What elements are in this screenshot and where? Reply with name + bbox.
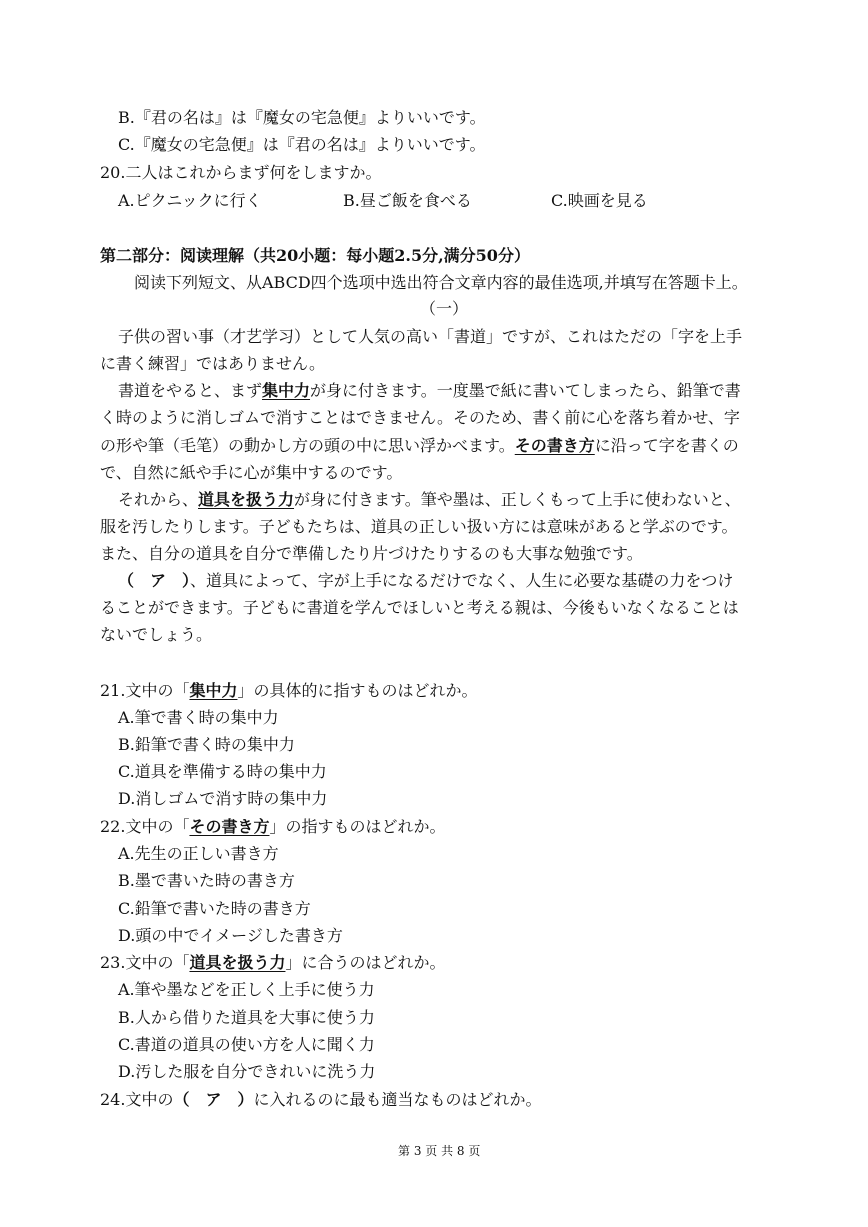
q24-stem-text: に入れるのに最も適当なものはどれか。 bbox=[253, 1090, 542, 1109]
q22-option-d: D.頭の中でイメージした書き方 bbox=[118, 926, 343, 945]
section-instruction: 阅读下列短文、从ABCD四个选项中选出符合文章内容的最佳选项,并填写在答题卡上。 bbox=[134, 273, 748, 292]
q23-stem-text: 」に合うのはどれか。 bbox=[285, 953, 446, 972]
passage-line: く時のように消しゴムで消すことはできません。そのため、書く前に心を落ち着かせ、字 bbox=[100, 408, 740, 427]
passage-line: また、自分の道具を自分で準備したり片づけたりするのも大事な勉強です。 bbox=[100, 544, 643, 563]
q21-option-c: C.道具を準備する時の集中力 bbox=[118, 762, 327, 781]
q21-stem-text: 21.文中の「 bbox=[100, 681, 190, 700]
passage-line bbox=[100, 436, 739, 456]
passage-line: に書く練習」ではありません。 bbox=[100, 354, 325, 373]
passage-text: が身に付きます。一度墨で紙に書いてしまったら、鉛筆で書 bbox=[310, 381, 741, 400]
underlined-phrase-writing-method: その書き方 bbox=[514, 436, 595, 455]
passage-line: ることができます。子どもに書道を学んでほしいと考える親は、今後もいなくなることは bbox=[100, 598, 739, 617]
q23-underlined: 道具を扱う力 bbox=[189, 953, 286, 972]
passage-text: 書道をやると、まず bbox=[118, 381, 263, 400]
q19-option-b: B.『君の名は』は『魔女の宅急便』よりいいです。 bbox=[118, 108, 486, 127]
passage-line bbox=[118, 490, 741, 510]
passage-text: 、道具によって、字が上手になるだけでなく、人生に必要な基礎の力をつけ bbox=[190, 571, 734, 590]
q21-stem-text: 」の具体的に指すものはどれか。 bbox=[237, 681, 478, 700]
blank-a: （ ア ） bbox=[118, 571, 191, 590]
q21-underlined: 集中力 bbox=[189, 681, 238, 700]
page-number: 第 3 页 共 8 页 bbox=[398, 1144, 481, 1158]
q20-option-b: B.昼ご飯を食べる bbox=[343, 191, 472, 210]
q23-option-b: B.人から借りた道具を大事に使う力 bbox=[118, 1008, 375, 1027]
q21-stem bbox=[100, 681, 477, 701]
q21-option-a: A.筆で書く時の集中力 bbox=[118, 708, 279, 727]
passage-text: に沿って字を書くの bbox=[594, 436, 739, 455]
q20-option-c: C.映画を見る bbox=[551, 191, 648, 210]
q23-stem bbox=[100, 953, 445, 973]
passage-text: が身に付きます。筆や墨は、正しくもって上手に使わないと、 bbox=[294, 490, 741, 509]
q23-stem-text: 23.文中の「 bbox=[100, 953, 190, 972]
q24-blank: （ ア ） bbox=[173, 1090, 254, 1109]
passage-line: ないでしょう。 bbox=[100, 625, 213, 644]
q24-stem-text: 24.文中の bbox=[100, 1090, 174, 1109]
q21-option-b: B.鉛筆で書く時の集中力 bbox=[118, 735, 295, 754]
passage-line: 子供の習い事（才艺学习）として人気の高い「書道」ですが、これはただの「字を上手 bbox=[118, 327, 743, 346]
q22-option-a: A.先生の正しい書き方 bbox=[118, 844, 279, 863]
underlined-phrase-concentration: 集中力 bbox=[262, 381, 311, 400]
q22-stem-text: 22.文中の「 bbox=[100, 817, 190, 836]
q22-option-b: B.墨で書いた時の書き方 bbox=[118, 871, 295, 890]
passage-line bbox=[118, 571, 733, 591]
passage-text: それから、 bbox=[118, 490, 199, 509]
passage-line bbox=[118, 381, 741, 401]
q19-option-c: C.『魔女の宅急便』は『君の名は』よりいいです。 bbox=[118, 135, 486, 154]
q22-stem bbox=[100, 817, 445, 837]
passage-number: （一） bbox=[420, 299, 469, 318]
q21-option-d: D.消しゴムで消す時の集中力 bbox=[118, 789, 328, 808]
passage-line: 服を汚したりします。子どもたちは、道具の正しい扱い方には意味があると学ぶのです。 bbox=[100, 517, 738, 536]
q23-option-d: D.汚した服を自分できれいに洗う力 bbox=[118, 1062, 376, 1081]
q20-option-a: A.ピクニックに行く bbox=[118, 191, 262, 210]
q22-stem-text: 」の指すものはどれか。 bbox=[269, 817, 446, 836]
q23-option-a: A.筆や墨などを正しく上手に使う力 bbox=[118, 980, 375, 999]
q23-option-c: C.書道の道具の使い方を人に聞く力 bbox=[118, 1035, 375, 1054]
q24-stem bbox=[100, 1090, 541, 1110]
passage-text: の形や筆（毛笔）の動かし方の頭の中に思い浮かべます。 bbox=[100, 436, 515, 455]
q22-underlined: その書き方 bbox=[189, 817, 270, 836]
q20-stem: 20.二人はこれからまず何をしますか。 bbox=[100, 163, 382, 182]
q22-option-c: C.鉛筆で書いた時の書き方 bbox=[118, 899, 311, 918]
section-heading: 第二部分：阅读理解（共20小题：每小题2.5分,满分50分） bbox=[100, 246, 530, 265]
underlined-phrase-tool-handling: 道具を扱う力 bbox=[198, 490, 295, 509]
passage-line: で、自然に紙や手に心が集中するのです。 bbox=[100, 463, 403, 482]
